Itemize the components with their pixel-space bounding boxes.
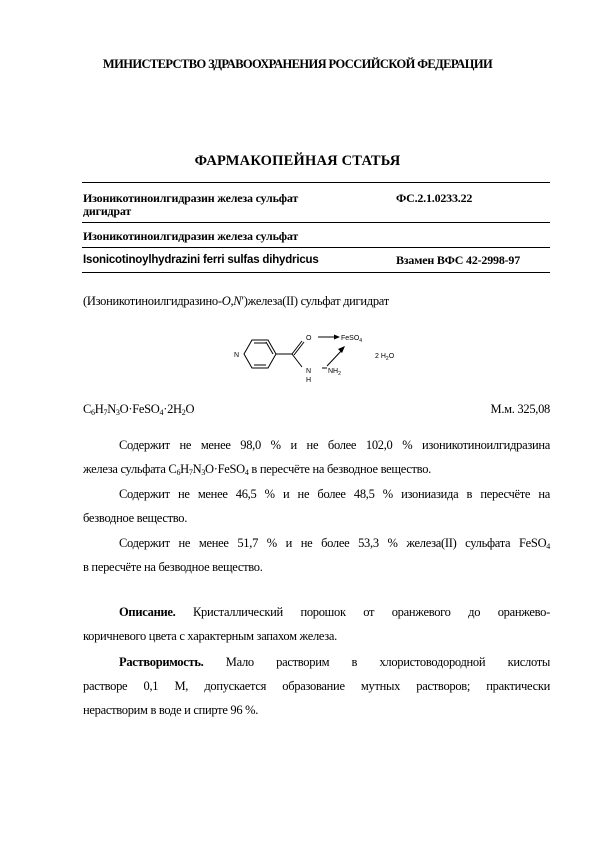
table-rule-2 (82, 247, 550, 248)
monograph-code: ФС.2.1.0233.22 (396, 191, 473, 205)
solubility-line-3: нерастворим в воде и спирте 96 %. (83, 703, 259, 717)
content-paragraph-1-line-2: железа сульфата $C_6H_7N_3O\cdot FeSO_4$ в пересчёте на безводное вещество. (83, 462, 431, 477)
solubility-line-2: растворе 0,1 М, допускается образование мутных растворов; практически (83, 679, 550, 693)
molecular-formula: $C_6H_7N_3O\cdot FeSO_4\cdot 2H_2O$ (83, 402, 195, 417)
solubility-line-1: Растворимость. Мало растворим в хлористоводородной кислоты (119, 655, 550, 669)
ministry-header: МИНИСТЕРСТВО ЗДРАВООХРАНЕНИЯ РОССИЙСКОЙ ФЕДЕРАЦИИ (102, 57, 493, 71)
ring-nitrogen: N (234, 352, 240, 359)
oxygen-atom: O (306, 335, 312, 342)
description-line-1: Описание. Кристаллический порошок от оранжевого до оранжево- (119, 605, 550, 619)
nh2-group: $NH_2$ (328, 368, 341, 377)
coordination-arrowhead-fe (334, 335, 340, 340)
substance-name-short: Изоникотиноилгидразин железа сульфат (83, 229, 299, 243)
fe-label: FeSO$_4$ (341, 335, 363, 344)
content-paragraph-3-line-2: в пересчёте на безводное вещество. (83, 560, 263, 574)
substance-name (83, 192, 373, 218)
hydrogen-atom: H (306, 377, 312, 384)
substance-name-line2: дигидрат (83, 204, 132, 218)
table-top-rule (82, 182, 550, 183)
document-title: ФАРМАКОПЕЙНАЯ СТАТЬЯ (194, 153, 401, 169)
latin-name: Isonicotinoylhydrazini ferri sulfas dihydricus (83, 254, 319, 266)
content-paragraph-2-line-1: Содержит не менее 46,5 % и не более 48,5 % изониазида в пересчёте на (119, 487, 550, 501)
molecular-mass: М.м. 325,08 (490, 402, 550, 416)
water-label: 2 $H_2O$ (375, 353, 395, 362)
structural-formula (0, 322, 595, 402)
replaces-label: Взамен ВФС 42-2998-97 (396, 253, 521, 267)
table-rule-1 (82, 222, 550, 223)
substance-name-line1: Изоникотиноилгидразин железа сульфат (83, 191, 299, 205)
description-line-2: коричневого цвета с характерным запахом железа. (83, 629, 338, 643)
table-bottom-rule (82, 272, 550, 273)
amide-nitrogen: N (306, 368, 312, 375)
solubility-label: Растворимость. (119, 655, 204, 669)
content-paragraph-2-line-2: безводное вещество. (83, 511, 188, 525)
chemical-name: (Изоникотиноилгидразино-O,N′)железа(II) сульфат дигидрат (83, 294, 389, 308)
content-paragraph-1-line-1: Содержит не менее 98,0 % и не более 102,0 % изоникотиноилгидразина (119, 438, 550, 452)
content-paragraph-3-line-1: Содержит не менее 51,7 % и не более 53,3 % железа(II) сульфата FeSO$_4$ (119, 536, 550, 551)
coordination-arrowhead-n (338, 346, 345, 353)
description-label: Описание. (119, 605, 176, 619)
